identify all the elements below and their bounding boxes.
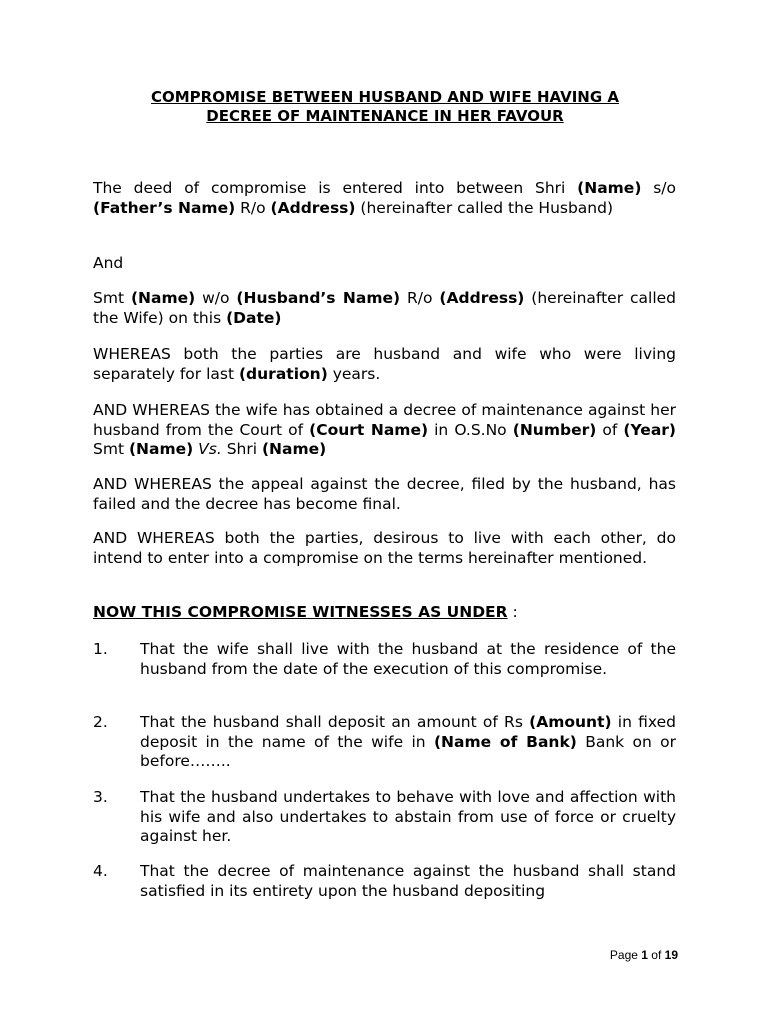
placeholder-bank-name: (Name of Bank)	[433, 732, 577, 751]
text: AND WHEREAS the appeal against the decree, filed by the husband, has failed and the decree has become final.	[93, 475, 676, 513]
placeholder-name: (Name)	[577, 179, 642, 197]
total-pages: 19	[664, 948, 678, 962]
item-number: 4.	[93, 862, 108, 880]
text: in fixed deposit in the name of the wife in	[140, 713, 676, 751]
title-line-2: DECREE OF MAINTENANCE IN HER FAVOUR	[206, 107, 564, 125]
paragraph-whereas-2	[93, 401, 676, 460]
placeholder-amount: (Amount)	[529, 713, 612, 731]
heading-suffix: :	[507, 603, 518, 621]
text: That the husband undertakes to behave with love and affection with his wife and also undertakes to abstain from use of force or cruelty against her.	[140, 788, 676, 845]
placeholder-date: (Date)	[226, 308, 282, 327]
list-item	[93, 713, 676, 772]
text: And	[93, 254, 124, 272]
text: AND WHEREAS the wife has obtained a decree of maintenance against her husband from the Court of	[93, 401, 676, 439]
item-text	[140, 862, 676, 901]
text: AND WHEREAS both the parties, desirous to live with each other, do intend to enter into a compromise on the terms hereinafter mentioned.	[93, 529, 676, 567]
item-text	[140, 640, 676, 679]
heading-text: NOW THIS COMPROMISE WITNESSES AS UNDER	[93, 603, 508, 621]
title-line-1: COMPROMISE BETWEEN HUSBAND AND WIFE HAVING A	[150, 88, 619, 106]
placeholder-name: (Name)	[128, 440, 194, 458]
text: (hereinafter called the Husband)	[355, 198, 614, 217]
text: R/o	[400, 289, 440, 307]
text: WHEREAS both the parties are husband and wife who were living separately for last	[93, 345, 676, 383]
current-page: 1	[641, 948, 648, 962]
text: s/o	[641, 179, 677, 197]
list-item	[93, 788, 676, 847]
text: in O.S.No	[428, 420, 513, 439]
text: Smt	[93, 440, 129, 458]
text: That the decree of maintenance against the husband shall stand satisfied in its entirety upon the husband depositing	[140, 862, 676, 900]
text: of	[647, 948, 665, 962]
paragraph-whereas-4	[93, 529, 676, 568]
placeholder-court-name: (Court Name)	[309, 420, 429, 439]
placeholder-duration: (duration)	[238, 364, 328, 383]
paragraph-whereas-3	[93, 475, 676, 514]
document-title	[94, 88, 676, 126]
placeholder-number: (Number)	[512, 420, 597, 439]
item-number: 1.	[93, 640, 108, 658]
text: years.	[327, 364, 381, 383]
placeholder-address: (Address)	[270, 198, 356, 217]
item-number: 3.	[93, 788, 108, 806]
placeholder-name: (Name)	[130, 289, 196, 307]
text: (hereinafter called the Wife) on this	[93, 289, 676, 327]
placeholder-husbands-name: (Husband’s Name)	[236, 289, 401, 307]
text: Page	[609, 948, 642, 962]
text: R/o	[235, 198, 271, 217]
text: The deed of compromise is entered into between Shri	[93, 179, 578, 197]
text: That the husband shall deposit an amount of Rs	[140, 713, 530, 731]
list-item	[93, 640, 676, 679]
placeholder-fathers-name: (Father’s Name)	[93, 198, 236, 217]
list-item	[93, 862, 676, 901]
placeholder-year: (Year)	[623, 420, 677, 439]
text: Shri	[221, 440, 262, 458]
paragraph-parties-wife	[93, 289, 676, 328]
versus-text: Vs.	[198, 440, 222, 458]
text: Bank on or before……..	[140, 732, 676, 770]
section-heading	[93, 603, 676, 623]
placeholder-name: (Name)	[261, 440, 327, 458]
paragraph-whereas-1	[93, 345, 676, 384]
text: Smt	[93, 289, 131, 307]
text: w/o	[195, 289, 237, 307]
item-text	[140, 788, 676, 847]
text: of	[596, 420, 624, 439]
item-number: 2.	[93, 713, 108, 731]
paragraph-and	[93, 254, 676, 274]
item-text	[140, 713, 676, 772]
paragraph-parties-husband	[93, 179, 676, 218]
page-number	[610, 948, 678, 962]
placeholder-address: (Address)	[439, 289, 525, 307]
text: That the wife shall live with the husband at the residence of the husband from the date of the execution of this compromise.	[140, 640, 676, 678]
